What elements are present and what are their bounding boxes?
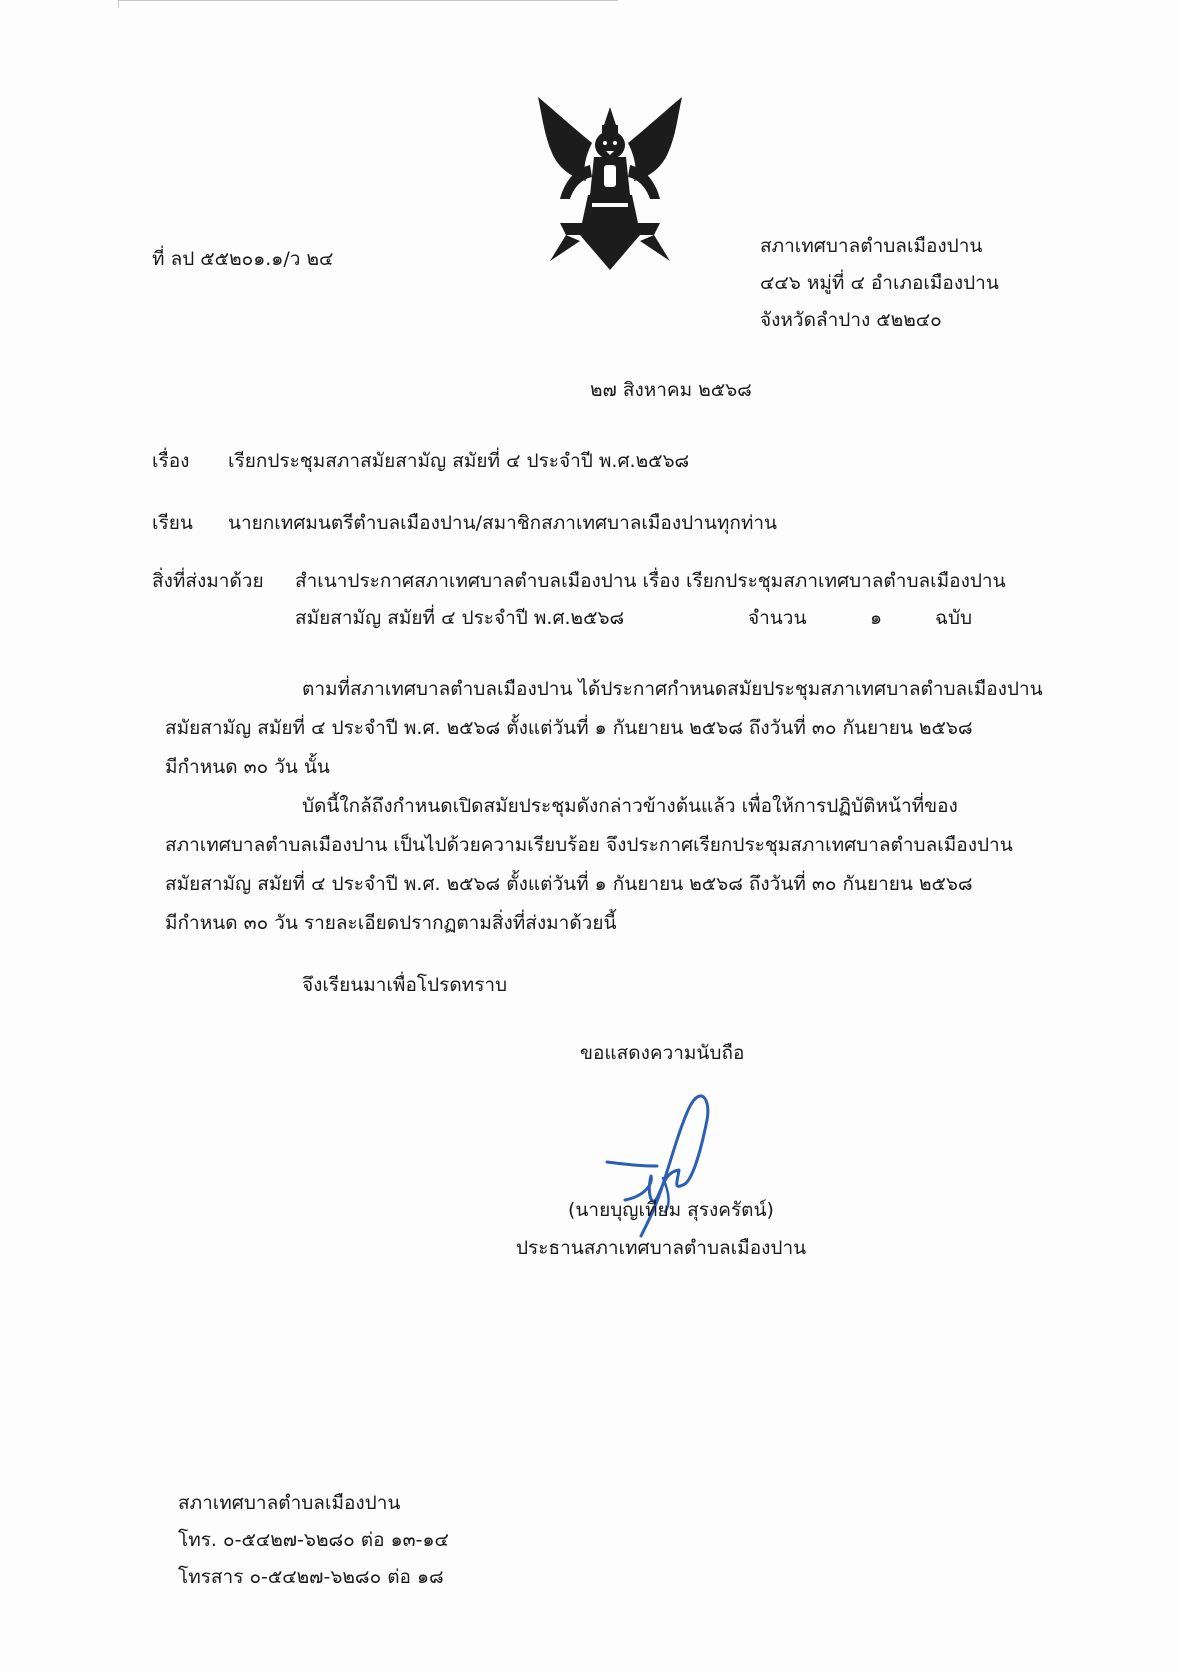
paragraph-2-line-3: สมัยสามัญ สมัยที่ ๔ ประจำปี พ.ศ. ๒๕๖๘ ตั้งแต่วันที่ ๑ กันยายน ๒๕๖๘ ถึงวันที่ ๓๐ กันยายน ๒๕๖๘ (165, 873, 973, 895)
enclosure-label: สิ่งที่ส่งมาด้วย (152, 570, 264, 592)
reference-number: ที่ ลป ๕๕๒๐๑.๑/ว ๒๔ (152, 248, 334, 270)
signer-name: (นายบุญเทียม สุรงครัตน์) (568, 1199, 774, 1221)
paragraph-1-line-1: ตามที่สภาเทศบาลตำบลเมืองปาน ได้ประกาศกำหนดสมัยประชุมสภาเทศบาลตำบลเมืองปาน (302, 678, 1043, 700)
letter-date: ๒๗ สิงหาคม ๒๕๖๘ (590, 379, 752, 401)
enclosure-line-1: สำเนาประกาศสภาเทศบาลตำบลเมืองปาน เรื่อง เรียกประชุมสภาเทศบาลตำบลเมืองปาน (295, 570, 1006, 592)
sender-address-line-1: สภาเทศบาลตำบลเมืองปาน (760, 235, 983, 257)
scan-border-line (118, 0, 618, 1)
footer-phone: โทร. ๐-๕๔๒๗-๖๒๘๐ ต่อ ๑๓-๑๔ (178, 1529, 449, 1551)
paragraph-2-line-2: สภาเทศบาลตำบลเมืองปาน เป็นไปด้วยความเรียบร้อย จึงประกาศเรียกประชุมสภาเทศบาลตำบลเมืองปาน (165, 834, 1013, 856)
subject-label: เรื่อง (152, 450, 190, 472)
paragraph-1-line-3: มีกำหนด ๓๐ วัน นั้น (165, 756, 330, 778)
scan-border-tick (118, 0, 119, 8)
enclosure-quantity-label: จำนวน (748, 607, 807, 629)
subject-text: เรียกประชุมสภาสมัยสามัญ สมัยที่ ๔ ประจำปี พ.ศ.๒๕๖๘ (228, 450, 690, 472)
paragraph-2-line-4: มีกำหนด ๓๐ วัน รายละเอียดปรากฏตามสิ่งที่ส่งมาด้วยนี้ (165, 912, 617, 934)
enclosure-line-2: สมัยสามัญ สมัยที่ ๔ ประจำปี พ.ศ.๒๕๖๘ (295, 607, 625, 629)
sender-address-line-3: จังหวัดลำปาง ๕๒๒๔๐ (760, 309, 942, 331)
garuda-emblem-icon (530, 95, 690, 270)
sender-address-line-2: ๔๔๖ หมู่ที่ ๔ อำเภอเมืองปาน (760, 272, 999, 294)
recipient-text: นายกเทศมนตรีตำบลเมืองปาน/สมาชิกสภาเทศบาลเมืองปานทุกท่าน (228, 512, 778, 534)
enclosure-unit: ฉบับ (935, 607, 973, 629)
footer-fax: โทรสาร ๐-๕๔๒๗-๖๒๘๐ ต่อ ๑๘ (178, 1566, 444, 1588)
footer-office-name: สภาเทศบาลตำบลเมืองปาน (178, 1492, 401, 1514)
enclosure-quantity: ๑ (870, 607, 883, 629)
closing-phrase: ขอแสดงความนับถือ (580, 1042, 745, 1064)
closing-request: จึงเรียนมาเพื่อโปรดทราบ (302, 974, 508, 996)
recipient-label: เรียน (152, 512, 193, 534)
paragraph-1-line-2: สมัยสามัญ สมัยที่ ๔ ประจำปี พ.ศ. ๒๕๖๘ ตั้งแต่วันที่ ๑ กันยายน ๒๕๖๘ ถึงวันที่ ๓๐ กันยายน ๒๕๖๘ (165, 717, 973, 739)
paragraph-2-line-1: บัดนี้ใกล้ถึงกำหนดเปิดสมัยประชุมดังกล่าวข้างต้นแล้ว เพื่อให้การปฏิบัติหน้าที่ของ (302, 795, 958, 817)
signer-title: ประธานสภาเทศบาลตำบลเมืองปาน (516, 1237, 807, 1259)
